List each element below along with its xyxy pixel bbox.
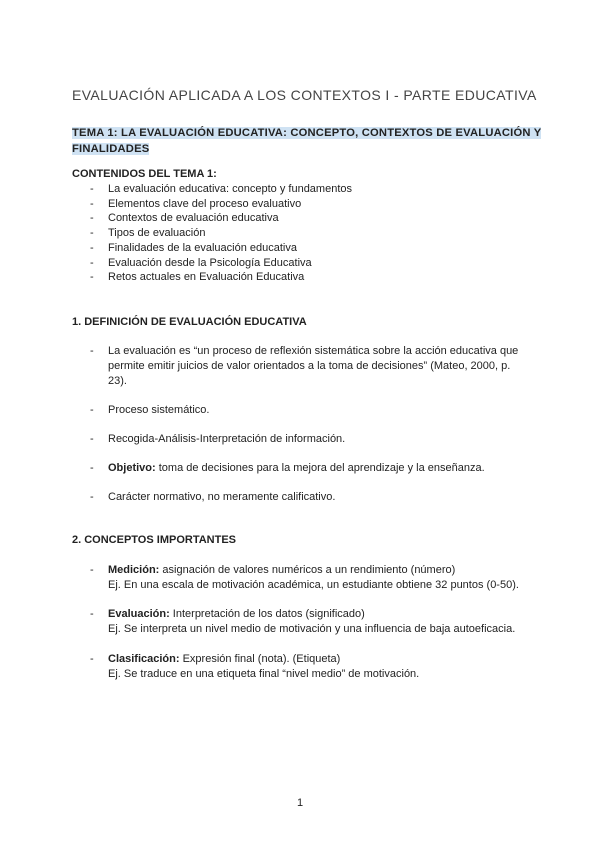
bullet-dash: - [90,212,94,225]
bullet-dash: - [90,564,94,576]
item-example: Ej. Se traduce en una etiqueta final “nivel medio” de motivación. [108,668,420,680]
section-1-item-text: Carácter normativo, no meramente calificativo. [108,491,336,503]
document-title: EVALUACIÓN APLICADA A LOS CONTEXTOS I - PARTE EDUCATIVA [72,87,537,103]
section-2-item [72,563,532,593]
item-label: Objetivo: [108,462,156,474]
list-item [72,256,352,271]
bullet-dash: - [90,404,94,416]
section-1-heading: 1. DEFINICIÓN DE EVALUACIÓN EDUCATIVA [72,316,307,328]
item-label: Evaluación: [108,608,170,620]
item-text: asignación de valores numéricos a un rendimiento (número) [159,564,456,576]
section-2-item-text [108,607,532,637]
bullet-dash: - [90,462,94,474]
section-1-item [72,403,532,418]
list-item-text: Elementos clave del proceso evaluativo [108,197,302,210]
section-2-item [72,652,532,682]
section-2-item-text [108,652,532,682]
section-1-item-text: Recogida-Análisis-Interpretación de información. [108,433,346,445]
bullet-dash: - [90,653,94,665]
item-text: Interpretación de los datos (significado) [169,608,365,620]
section-2-heading: 2. CONCEPTOS IMPORTANTES [72,534,237,546]
bullet-dash: - [90,271,94,284]
section-1-item [72,490,532,505]
section-1-item-text: Proceso sistemático. [108,404,210,416]
list-item-text: Evaluación desde la Psicología Educativa [108,256,312,269]
item-text: Expresión final (nota). (Etiqueta) [179,653,341,665]
contents-heading: CONTENIDOS DEL TEMA 1: [72,168,217,180]
bullet-dash: - [90,183,94,195]
contents-list [72,182,352,285]
item-example: Ej. En una escala de motivación académica, un estudiante obtiene 32 puntos (0-50). [108,579,519,591]
section-1-item-text: La evaluación es “un proceso de reflexión sistemática sobre la acción educativa que permite emitir juicios de valor orientados a la toma de decisiones” (Mateo, 2000, p. 23). [108,345,519,387]
item-definition [108,652,532,667]
section-1-item [72,461,532,476]
bullet-dash: - [90,227,94,240]
list-item-text: Finalidades de la evaluación educativa [108,241,297,254]
item-example: Ej. Se interpreta un nivel medio de motivación y una influencia de baja autoeficacia. [108,623,516,635]
list-item-text: Contextos de evaluación educativa [108,212,279,225]
item-definition [108,563,532,578]
item-text: toma de decisiones para la mejora del aprendizaje y la enseñanza. [155,462,485,474]
list-item-text: La evaluación educativa: concepto y fundamentos [108,183,352,195]
bullet-dash: - [90,345,94,357]
list-item-text: Tipos de evaluación [108,227,206,240]
list-item-text: Retos actuales en Evaluación Educativa [108,271,305,284]
list-item [72,211,352,226]
item-label: Clasificación: [108,653,180,665]
list-item [72,226,352,241]
bullet-dash: - [90,241,94,254]
bullet-dash: - [90,197,94,210]
section-1-item [72,432,532,447]
section-1-item [72,344,532,389]
item-label: Medición: [108,564,160,576]
section-2-item [72,607,532,637]
list-item [72,182,352,197]
bullet-dash: - [90,608,94,620]
page-number: 1 [296,797,304,809]
tema-title-highlight: TEMA 1: LA EVALUACIÓN EDUCATIVA: CONCEPTO, CONTEXTOS DE EVALUACIÓN Y FINALIDADES [72,127,542,155]
bullet-dash: - [90,256,94,269]
bullet-dash: - [90,433,94,445]
tema-title [72,125,542,157]
section-2-item-text [108,563,532,593]
bullet-dash: - [90,491,94,503]
section-1-item-text [108,461,532,476]
item-definition [108,607,532,622]
list-item [72,270,352,285]
list-item [72,241,352,256]
list-item [72,197,352,212]
